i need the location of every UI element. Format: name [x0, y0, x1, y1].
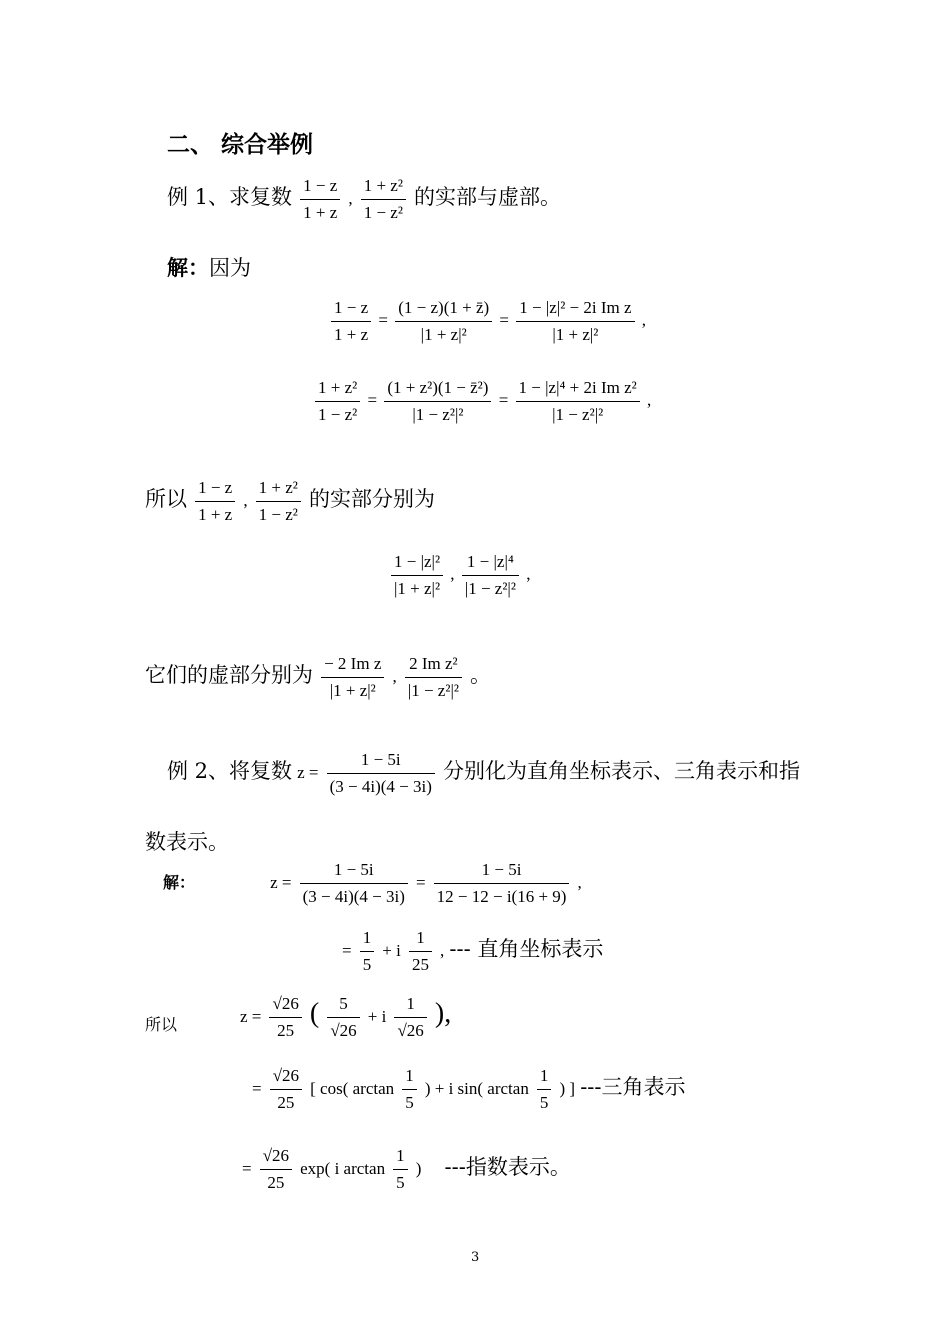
- solution-label: 解：: [167, 256, 209, 280]
- fraction: $\frac{5}{√26}$: [327, 994, 359, 1041]
- trig-note: ---三角表示: [580, 1075, 686, 1099]
- fraction: $\frac{\text{1 − |z|⁴}}{\text{|1 − z²|²}}$: [462, 552, 519, 599]
- example2-statement: 例 2、将复数 z = $\frac{1 - 5i}{(3 - 4i)(4 - 3i)}$ 分别化为直角坐标表示、三角表示和指: [167, 750, 800, 796]
- solution2-line3: z = $\frac{√26}{25}$ ( $\frac{5}{√26}$ + i $\frac{1}{√26}$ ),: [240, 994, 452, 1040]
- fraction: $\frac{1}{5}$: [393, 1146, 408, 1193]
- rect-note: --- 直角坐标表示: [449, 937, 604, 961]
- solution2-line1: 解： z = $\frac{1 - 5i}{(3 - 4i)(4 - 3i)}$ = $\frac{1 - 5i}{12 - 12 - i(16 + 9)}$ ,: [163, 860, 582, 906]
- fraction: $\frac{(1 - z)(1 + z̄)}{\text{|1 + z|²}}$: [395, 298, 492, 345]
- fraction: $\frac{\text{2 Im z²}}{\text{|1 − z²|²}}$: [405, 654, 462, 701]
- page-number: 3: [471, 1250, 480, 1265]
- solution-intro: 因为: [209, 256, 251, 280]
- fraction: $\frac{1 - 5i}{(3 - 4i)(4 - 3i)}$: [300, 860, 408, 907]
- fraction: $\frac{1 - z}{1 + z}$: [300, 176, 340, 223]
- fraction: $\frac{√26}{25}$: [269, 994, 301, 1041]
- fraction: $\frac{1 - z}{1 + z}$: [331, 298, 371, 345]
- fraction: $\frac{\text{1 + z²}}{\text{1 − z²}}$: [256, 478, 301, 525]
- solution2-line2: = $\frac{1}{5}$ + i $\frac{1}{25}$ , --- 直角坐标表示: [342, 928, 604, 974]
- example2-label: 例 2、将复数: [167, 759, 293, 783]
- solution-line: [167, 252, 251, 282]
- example1-statement: 例 1、求复数 $\frac{1 - z}{1 + z}$ , $\frac{\text{1 + z²}}{\text{1 − z²}}$ 的实部与虚部。: [167, 176, 562, 222]
- solution2-label: 解：: [163, 873, 196, 892]
- fraction: $\frac{\text{1 − |z|²}}{\text{|1 + z|²}}$: [391, 552, 443, 599]
- so-line: 所以 $\frac{1 - z}{1 + z}$ , $\frac{\text{1 + z²}}{\text{1 − z²}}$ 的实部分别为: [145, 478, 435, 524]
- fraction: $\frac{1}{5}$: [360, 928, 375, 975]
- fraction: $\frac{√26}{25}$: [260, 1146, 292, 1193]
- fraction: $\frac{\text{− 2 Im z}}{\text{|1 + z|²}}$: [321, 654, 384, 701]
- fraction: $\frac{1}{5}$: [537, 1066, 552, 1113]
- fraction: $\frac{1 - 5i}{12 - 12 - i(16 + 9)}$: [434, 860, 570, 907]
- imag-line: 它们的虚部分别为 $\frac{\text{− 2 Im z}}{\text{|1 + z|²}}$ , $\frac{\text{2 Im z²}}{\text{|1 − z²|²}}$ 。: [145, 654, 492, 700]
- real-parts: $\frac{\text{1 − |z|²}}{\text{|1 + z|²}}$ , $\frac{\text{1 − |z|⁴}}{\text{|1 − z²|²}}$ ,: [388, 552, 530, 599]
- solution2-line4: = $\frac{√26}{25}$ [ cos( arctan $\frac{1}{5}$ ) + i sin( arctan $\frac{1}{5}$ ) ] ---三角表示: [252, 1066, 686, 1112]
- example2-line2: 数表示。: [145, 830, 229, 854]
- so-label-2: 所以: [145, 1015, 178, 1034]
- equation-2: $\frac{\text{1 + z²}}{\text{1 − z²}}$ = $\frac{\text{(1 + z²)(1 − z̄²)}}{\text{|1 − z²|²}}$ = $\frac{\text{1 − |z|⁴ + 2i Im z²}}{\text{|1 − z²|²}}$ ,: [312, 378, 651, 425]
- fraction: $\frac{\text{1 + z²}}{\text{1 − z²}}$: [361, 176, 406, 223]
- fraction: $\frac{\text{1 − |z|⁴ + 2i Im z²}}{\text{|1 − z²|²}}$: [516, 378, 640, 425]
- fraction: $\frac{√26}{25}$: [270, 1066, 302, 1113]
- fraction: $\frac{1 - z}{1 + z}$: [195, 478, 235, 525]
- fraction: $\frac{1}{5}$: [402, 1066, 417, 1113]
- fraction: $\frac{\text{(1 + z²)(1 − z̄²)}}{\text{|1 − z²|²}}$: [384, 378, 491, 425]
- fraction: $\frac{\text{1 + z²}}{\text{1 − z²}}$: [315, 378, 360, 425]
- fraction: $\frac{1}{25}$: [409, 928, 432, 975]
- solution2-line5: = $\frac{√26}{25}$ exp( i arctan $\frac{1}{5}$ ) ---指数表示。: [242, 1146, 571, 1192]
- fraction: $\frac{\text{1 − |z|² − 2i Im z}}{\text{|1 + z|²}}$: [516, 298, 634, 345]
- example1-suffix: 的实部与虚部。: [414, 185, 562, 209]
- equation-1: $\frac{1 - z}{1 + z}$ = $\frac{(1 - z)(1 + z̄)}{\text{|1 + z|²}}$ = $\frac{\text{1 − |z|² − 2i Im z}}{\text{|1 + z|²}}$ ,: [328, 298, 646, 345]
- example1-label: 例 1、求复数: [167, 185, 293, 209]
- exp-note: ---指数表示。: [444, 1155, 571, 1179]
- fraction: $\frac{1 - 5i}{(3 - 4i)(4 - 3i)}$: [327, 750, 435, 797]
- fraction: $\frac{1}{√26}$: [394, 994, 426, 1041]
- section-heading: 二、 综合举例: [167, 132, 314, 158]
